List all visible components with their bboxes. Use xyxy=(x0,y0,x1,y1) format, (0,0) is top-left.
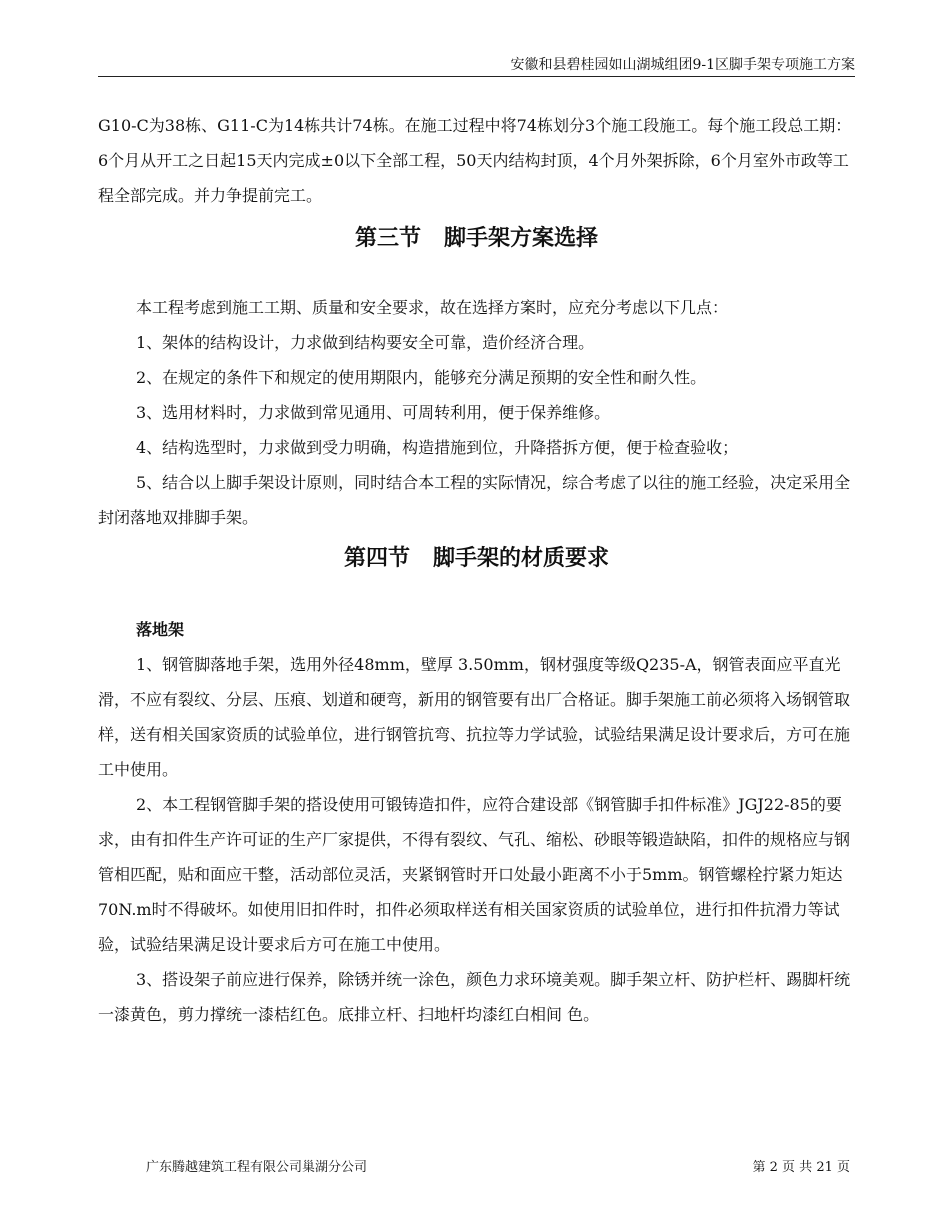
header-divider xyxy=(98,76,855,77)
section4-item-1: 1、钢管脚落地手架，选用外径48mm，壁厚 3.50mm，钢材强度等级Q235-A，钢管表面应平直光滑，不应有裂纹、分层、压痕、划道和硬弯，新用的钢管要有出厂合格证。脚手架施工前必须将入场钢管取样，送有相关国家资质的试验单位，进行钢管抗弯、抗拉等力学试验，试验结果满足设计要求后，方可在施工中使用。 xyxy=(98,655,851,779)
section4-heading xyxy=(98,541,855,572)
section3-item-5: 5、结合以上脚手架设计原则，同时结合本工程的实际情况，综合考虑了以往的施工经验，决定采用全封闭落地双排脚手架。 xyxy=(98,473,851,527)
footer-page-number: 第 2 页 共 21 页 xyxy=(752,1160,850,1175)
section4-title: 脚手架的材质要求 xyxy=(432,546,609,571)
section3-lead: 本工程考虑到施工工期、质量和安全要求，故在选择方案时，应充分考虑以下几点： xyxy=(136,298,729,317)
section3-heading xyxy=(98,221,855,252)
page-header: 安徽和县碧桂园如山湖城组团9-1区脚手架专项施工方案 xyxy=(510,57,855,73)
section4-item-2: 2、本工程钢管脚手架的搭设使用可锻铸造扣件，应符合建设部《钢管脚手扣件标准》JGJ22-85的要求，由有扣件生产许可证的生产厂家提供，不得有裂纹、气孔、缩松、砂眼等锻造缺陷，扣件的规格应与钢管相匹配，贴和面应干整，活动部位灵活，夹紧钢管时开口处最小距离不小于5mm。钢管螺栓拧紧力矩达70N.m时不得破坏。如使用旧扣件时，扣件必须取样送有相关国家资质的试验单位，进行扣件抗滑力等试验，试验结果满足设计要求后方可在施工中使用。 xyxy=(98,795,851,954)
section3-title: 脚手架方案选择 xyxy=(443,226,598,251)
section4-item-3: 3、搭设架子前应进行保养，除锈并统一涂色，颜色力求环境美观。脚手架立杆、防护栏杆、踢脚杆统一漆黄色，剪力撑统一漆桔红色。底排立杆、扫地杆均漆红白相间 色。 xyxy=(98,970,851,1024)
section3-item-3: 3、选用材料时，力求做到常见通用、可周转利用，便于保养维修。 xyxy=(136,403,611,422)
section3-item-2: 2、在规定的条件下和规定的使用期限内，能够充分满足预期的安全性和耐久性。 xyxy=(136,368,707,387)
subheading-floor-scaffold: 落地架 xyxy=(136,620,185,639)
document-body xyxy=(98,108,855,1032)
section3-number: 第三节 xyxy=(354,226,421,251)
section3-item-1: 1、架体的结构设计，力求做到结构要安全可靠，造价经济合理。 xyxy=(136,333,595,352)
footer-company: 广东腾越建筑工程有限公司巢湖分公司 xyxy=(146,1160,368,1175)
section3-item-4: 4、结构选型时，力求做到受力明确，构造措施到位，升降搭拆方便，便于检查验收； xyxy=(136,438,739,457)
intro-paragraph: G10-C为38栋、G11-C为14栋共计74栋。在施工过程中将74栋划分3个施工段施工。每个施工段总工期：6个月从开工之日起15天内完成±0以下全部工程，50天内结构封顶，4个月外架拆除，6个月室外市政等工程全部完成。并力争提前完工。 xyxy=(98,116,852,205)
section4-number: 第四节 xyxy=(343,546,410,571)
